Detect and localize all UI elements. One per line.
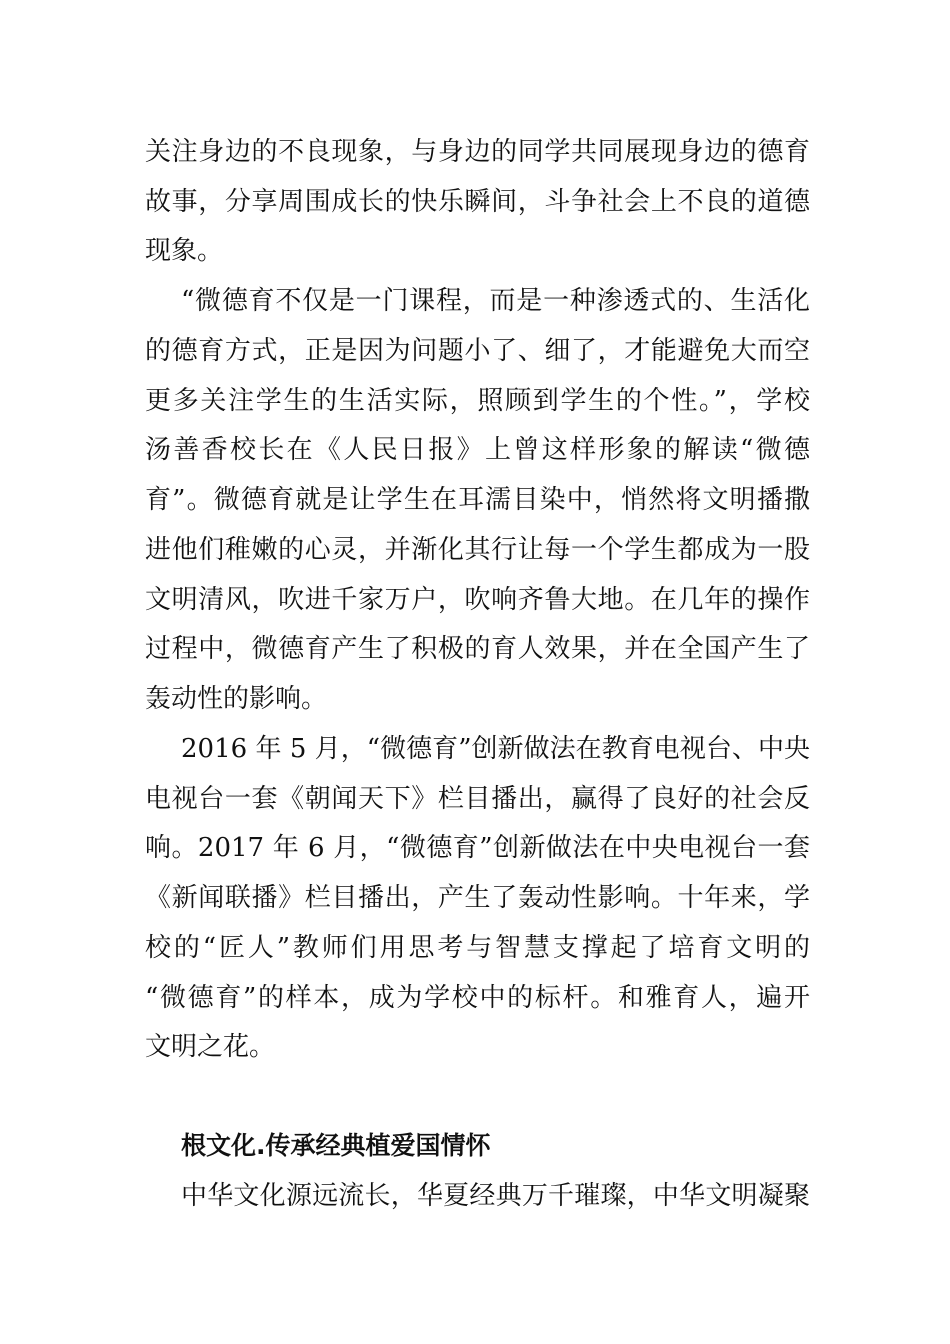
paragraph-line: 现象。 [145, 236, 224, 266]
paragraph-line: 关注身边的不良现象，与身边的同学共同展现身边的德育 [145, 137, 810, 167]
paragraph-line: 文明之花。 [145, 1032, 276, 1062]
paragraph-line: 过程中，微德育产生了积极的育人效果，并在全国产生了 [145, 634, 810, 664]
paragraph-line: 更多关注学生的生活实际，照顾到学生的个性。”，学校 [145, 386, 810, 416]
section-heading: 根文化.传承经典植爱国情怀 [181, 1131, 491, 1160]
paragraph-line: 故事，分享周围成长的快乐瞬间，斗争社会上不良的道德 [145, 187, 810, 217]
paragraph-line: 文明清风，吹进千家万户，吹响齐鲁大地。在几年的操作 [145, 585, 810, 615]
paragraph-line: 汤善香校长在《人民日报》上曾这样形象的解读“微德 [145, 435, 810, 465]
paragraph-line: 育”。微德育就是让学生在耳濡目染中，悄然将文明播撒 [145, 485, 810, 515]
paragraph-line: 的德育方式，正是因为问题小了、细了，才能避免大而空 [145, 336, 810, 366]
paragraph-line: 《新闻联播》栏目播出，产生了轰动性影响。十年来，学 [145, 883, 810, 913]
paragraph-line: 响。2017 年 6 月，“微德育”创新做法在中央电视台一套 [145, 833, 810, 863]
paragraph-line: “微德育不仅是一门课程，而是一种渗透式的、生活化 [181, 286, 810, 316]
paragraph-line: 校的“匠人”教师们用思考与智慧支撑起了培育文明的 [145, 933, 810, 963]
paragraph-line: “微德育”的样本，成为学校中的标杆。和雅育人，遍开 [145, 983, 810, 1013]
paragraph-line: 电视台一套《朝闻天下》栏目播出，赢得了良好的社会反 [145, 784, 810, 814]
paragraph-line: 中华文化源远流长，华夏经典万千璀璨，中华文明凝聚 [181, 1181, 810, 1211]
paragraph-line: 轰动性的影响。 [145, 684, 328, 714]
paragraph-line: 进他们稚嫩的心灵，并渐化其行让每一个学生都成为一股 [145, 535, 810, 565]
paragraph-line: 2016 年 5 月，“微德育”创新做法在教育电视台、中央 [181, 734, 810, 764]
